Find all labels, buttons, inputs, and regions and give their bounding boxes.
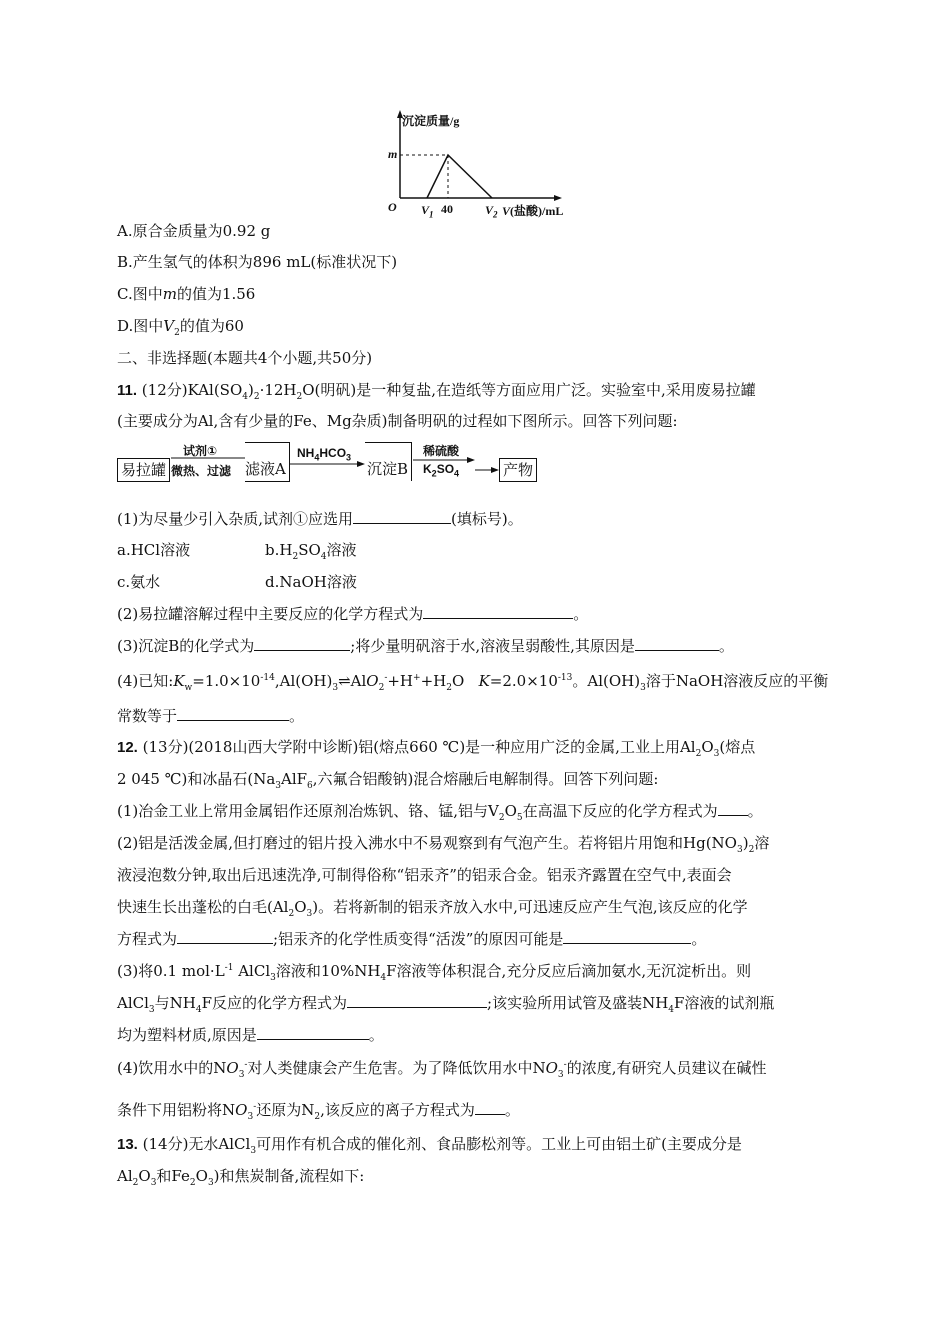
- flow-arrow1-bottom: 微热、过滤: [171, 464, 232, 478]
- flow-box-cans: 易拉罐: [117, 458, 170, 482]
- graph-xtick-40: 40: [441, 202, 453, 216]
- q12-line7: 方程式为 ;铝汞齐的化学性质变得“活泼”的原因可能是 。: [117, 930, 707, 948]
- q11-intro-1: 11. (12分)$KAl(SO_4)_2\cdot 12H_2O$(明矾)是一种复盐,在造纸等方面应用广泛。实验室中,采用废易拉罐: [117, 381, 756, 402]
- option-c: C.图中m的值为1.56: [117, 285, 256, 303]
- flow-diagram: [117, 440, 547, 484]
- graph-origin: O: [388, 200, 397, 214]
- q11-part4-b: 常数等于 。: [117, 707, 305, 725]
- q11-part2: (2)易拉罐溶解过程中主要反应的化学方程式为 。: [117, 605, 589, 623]
- flow-arrows: [117, 440, 547, 484]
- graph-ylabel: 沉淀质量/g: [402, 114, 460, 128]
- option-b: B.产生氢气的体积为896 mL(标准状况下): [117, 253, 398, 271]
- option-d: D.图中$V_2$的值为60: [117, 317, 244, 338]
- q11-option-a: a.HCl溶液: [117, 541, 191, 559]
- flow-arrow3-top: 稀硫酸: [423, 444, 460, 458]
- section-heading: 二、非选择题(本题共4个小题,共50分): [117, 349, 373, 367]
- q11-part3: (3)沉淀B的化学式为 ;将少量明矾溶于水,溶液呈弱酸性,其原因是 。: [117, 637, 734, 655]
- q11-intro-2: (主要成分为Al,含有少量的Fe、Mg杂质)制备明矾的过程如下图所示。回答下列问题:: [117, 412, 678, 430]
- q12-line12: 条件下用铝粉将$NO_3^-$还原为$N_2$,该反应的离子方程式为 。: [117, 1101, 520, 1122]
- graph-ytick: m: [388, 147, 398, 161]
- q13-line1: 13. (14分)无水AlCl$_3$可用作有机合成的催化剂、食品膨松剂等。工业上可由铝土矿(主要成分是: [117, 1135, 742, 1156]
- graph-xlabel: V(盐酸)/mL: [502, 204, 564, 218]
- flow-box-filtrate-a-label: 滤液A: [245, 460, 286, 478]
- q12-line10: 均为塑料材质,原因是 。: [117, 1026, 384, 1044]
- q12-line2: 2 045 ℃)和冰晶石($Na_3AlF_6$,六氟合铝酸钠)混合熔融后电解制得。回答下列问题:: [117, 770, 659, 791]
- q11-option-d: d.NaOH溶液: [265, 573, 357, 591]
- graph-curve: [427, 155, 492, 198]
- q11-part4: (4)已知$:K_w=1.0\times 10^{-14},Al(OH)_3\rightleftharpoons AlO_2^-+H^++H_2O$ $K=2.0\times 10^{-13}$。$Al(OH)_3$溶于NaOH溶液反应的平衡: [117, 672, 829, 693]
- q12-line1: 12. (13分)(2018山西大学附中诊断)铝(熔点660 ℃)是一种应用广泛的金属,工业上用$Al_2O_3$(熔点: [117, 738, 756, 759]
- option-a: A.原合金质量为0.92 g: [117, 222, 271, 240]
- flow-arrow1-top: 试剂①: [183, 444, 218, 458]
- q12-line9: AlCl$_3$与$NH_4F$反应的化学方程式为 ;该实验所用试管及盛装$NH_4F$溶液的试剂瓶: [117, 994, 775, 1015]
- flow-box-precipitate-b-label: 沉淀B: [367, 460, 409, 478]
- q12-line3: (1)冶金工业上常用金属铝作还原剂冶炼钒、铬、锰,铝与$V_2O_5$在高温下反应的化学方程式为 。: [117, 802, 763, 823]
- graph-xtick-v1: $V_1$: [421, 203, 434, 220]
- q12-line8: (3)将0.1 $mol\cdot L^{-1}$ AlCl$_3$溶液和$10\%NH_4F$溶液等体积混合,充分反应后滴加氨水,无沉淀析出。则: [117, 962, 752, 983]
- q13-line2: $Al_2O_3$和$Fe_2O_3$)和焦炭制备,流程如下:: [117, 1167, 365, 1188]
- flow-arrow2-top: $NH_4HCO_3$: [297, 446, 352, 463]
- q11-part1: (1)为尽量少引入杂质,试剂①应选用 (填标号)。: [117, 510, 523, 528]
- q12-line4: (2)铝是活泼金属,但打磨过的铝片投入沸水中不易观察到有气泡产生。若将铝片用饱和$Hg(NO_3)_2$溶: [117, 834, 770, 855]
- flow-arrow3-bottom: $K_2SO_4$: [423, 462, 460, 479]
- q11-option-c: c.氨水: [117, 573, 161, 591]
- q12-line5: 液浸泡数分钟,取出后迅速洗净,可制得俗称“铝汞齐”的铝汞合金。铝汞齐露置在空气中,表面会: [117, 866, 732, 884]
- q11-option-b: $b.H_2SO_4$溶液: [265, 541, 357, 562]
- q12-line6: 快速生长出蓬松的白毛$(Al_2O_3)$。若将新制的铝汞齐放入水中,可迅速反应产生气泡,该反应的化学: [117, 898, 748, 919]
- q12-line11: (4)饮用水中的$NO_3^-$对人类健康会产生危害。为了降低饮用水中$NO_3^-$的浓度,有研究人员建议在碱性: [117, 1059, 767, 1080]
- flow-box-product: 产物: [499, 458, 537, 482]
- graph-xtick-v2: $V_2$: [485, 203, 498, 220]
